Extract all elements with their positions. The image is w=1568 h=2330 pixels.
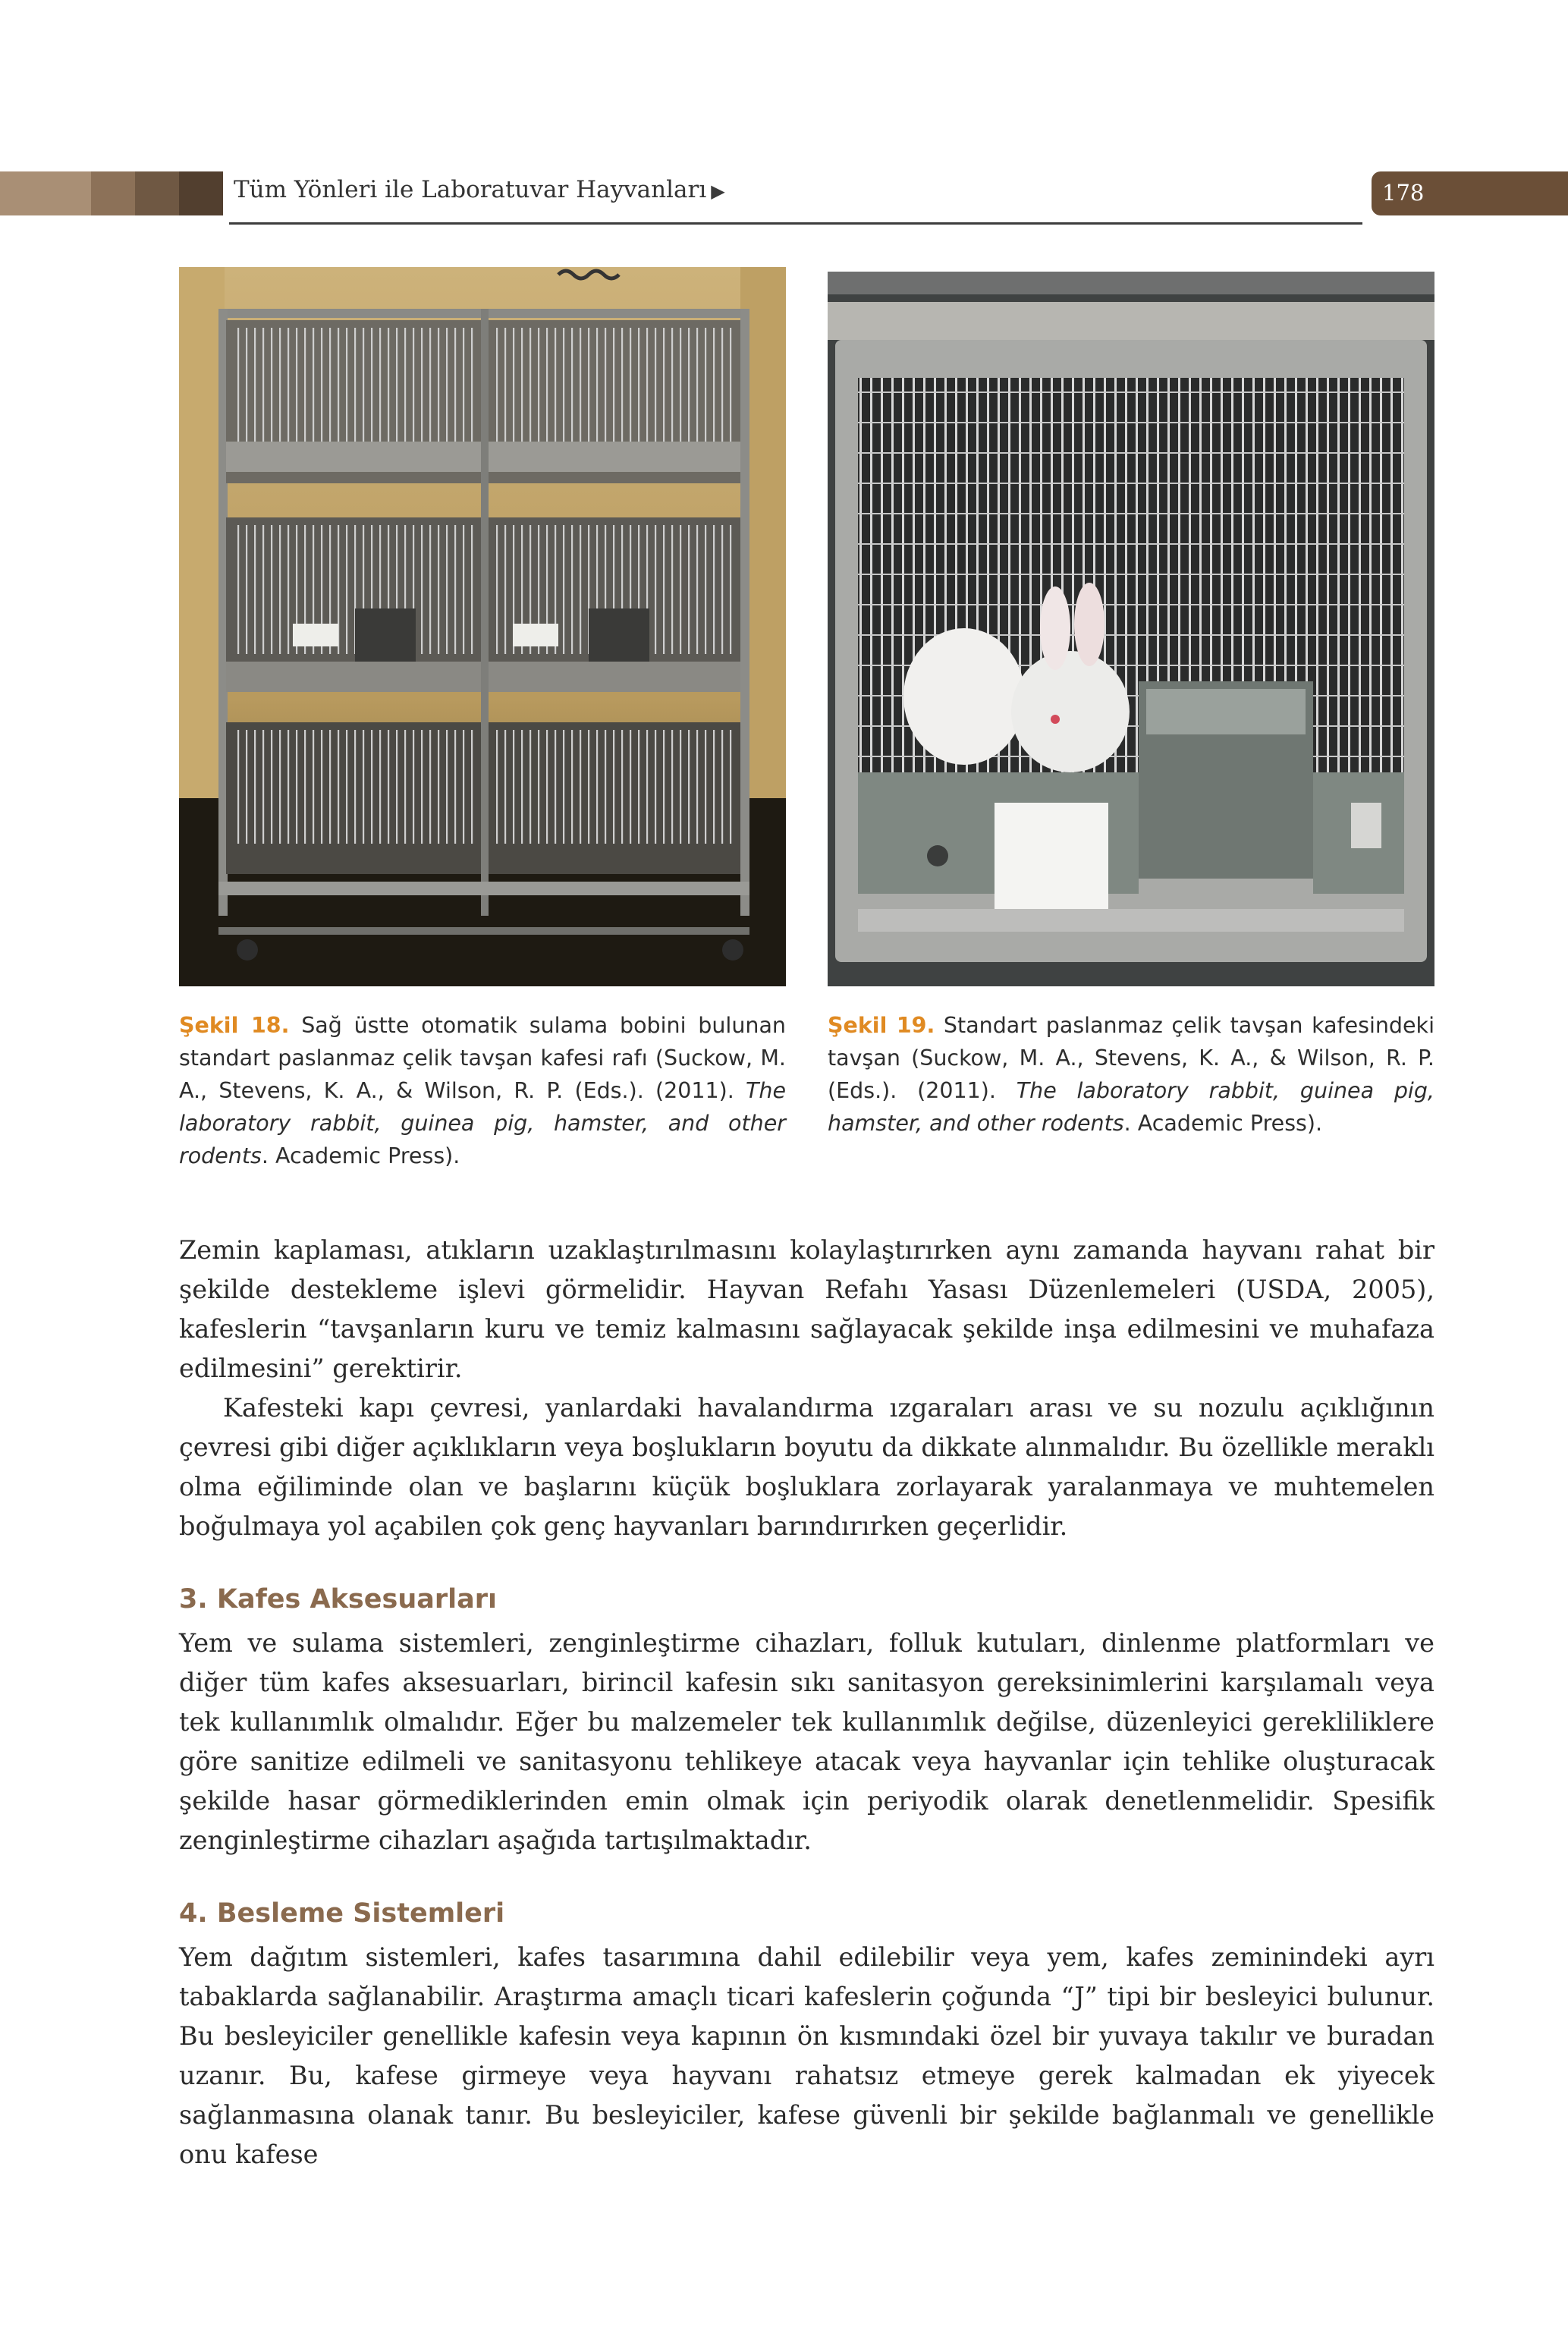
header-rule — [229, 222, 1362, 225]
figure-19-photo — [828, 272, 1434, 986]
page-number: 178 — [1382, 180, 1425, 206]
caption-text: Sağ üstte otomatik sulama bobini bulunan standart paslanmaz çelik tavşan kafesi rafı (Suckow, M. A., Stevens, K. A., & Wilson, R. P. (Eds.). (2011). — [179, 1013, 786, 1103]
body-paragraph: Yem dağıtım sistemleri, kafes tasarımına dahil edilebilir veya yem, kafes zeminindeki ayrı tabaklarda sağlanabilir. Araştırma amaçlı ticari kafeslerin çoğunda “J” tipi bir besleyici bulunur. Bu besleyiciler genellikle kafesin veya kapının ön kısmındaki özel bir yuvaya takılır ve buradan uzanır. Bu, kafese girmeye veya hayvanı rahatsız etmeye gerek kalmadan ek yiyecek sağlanmasına olanak tanır. Bu besleyiciler, kafese güvenli bir şekilde bağlanmalı ve genellikle onu kafese — [179, 1942, 1434, 2169]
caption-tail: . Academic Press). — [1123, 1111, 1323, 1136]
figure-18-photo — [179, 267, 786, 986]
caption-text: Standart paslanmaz çelik tavşan kafesindeki tavşan (Suckow, M. A., Stevens, K. A., & Wilson, R. P. (Eds.). (2011). — [828, 1013, 1434, 1103]
caption-tail: . Academic Press). — [261, 1143, 460, 1168]
triangle-arrow-icon: ▶ — [711, 181, 725, 202]
body-paragraph: Kafesteki kapı çevresi, yanlardaki havalandırma ızgaraları arası ve su nozulu açıklığının çevresi gibi diğer açıklıkların veya boşlukların boyutu da dikkate alınmalıdır. Bu özellikle meraklı olma eğiliminde olan ve başlarını küçük boşluklara zorlayarak yaralanmaya ve muhtemelen boğulmaya yol açabilen çok genç hayvanları barındırırken geçerlidir. — [179, 1393, 1434, 1541]
page-number-tab — [1372, 171, 1568, 215]
figure-label: Şekil 18. — [179, 1013, 290, 1038]
body-paragraph: Yem ve sulama sistemleri, zenginleştirme cihazları, folluk kutuları, dinlenme platformları ve diğer tüm kafes aksesuarları, birincil kafesin sıkı sanitasyon gereksinimlerini karşılamalı veya tek kullanımlık olmalıdır. Eğer bu malzemeler tek kullanımlık değilse, düzenleyici gerekliliklere göre sanitize edilmeli ve sanitasyonu tehlikeye atacak veya hayvanlar için tehlike oluşturacak şekilde hasar görmediklerinden emin olmak için periyodik olarak denetlenmelidir. Spesifik zenginleştirme cihazları aşağıda tartışılmaktadır. — [179, 1628, 1434, 1855]
figure-label: Şekil 19. — [828, 1013, 935, 1038]
header-color-block — [91, 171, 135, 215]
figure-19-caption — [828, 1009, 1434, 1140]
body-paragraph: Zemin kaplaması, atıkların uzaklaştırılmasını kolaylaştırırken aynı zamanda hayvanı rahat bir şekilde destekleme işlevi görmelidir. Hayvan Refahı Yasası Düzenlemeleri (USDA, 2005), kafeslerin “tavşanların kuru ve temiz kalmasını sağlayacak şekilde inşa edilmesini ve muhafaza edilmesini” gerektirir. — [179, 1235, 1434, 1383]
figure-18-caption — [179, 1009, 786, 1172]
book-title: Tüm Yönleri ile Laboratuvar Hayvanları — [234, 176, 707, 203]
header-color-block — [0, 171, 91, 215]
section-heading: 3. Kafes Aksesuarları — [179, 1584, 497, 1615]
caption-book-title: The laboratory rabbit, guinea pig, hamster, and other rodents — [828, 1078, 1434, 1136]
header-color-block — [135, 171, 179, 215]
section-heading: 4. Besleme Sistemleri — [179, 1898, 505, 1929]
running-header-title — [234, 176, 725, 203]
header-color-block — [179, 171, 223, 215]
caption-book-title: The laboratory rabbit, guinea pig, hamster, and other rodents — [179, 1078, 786, 1168]
